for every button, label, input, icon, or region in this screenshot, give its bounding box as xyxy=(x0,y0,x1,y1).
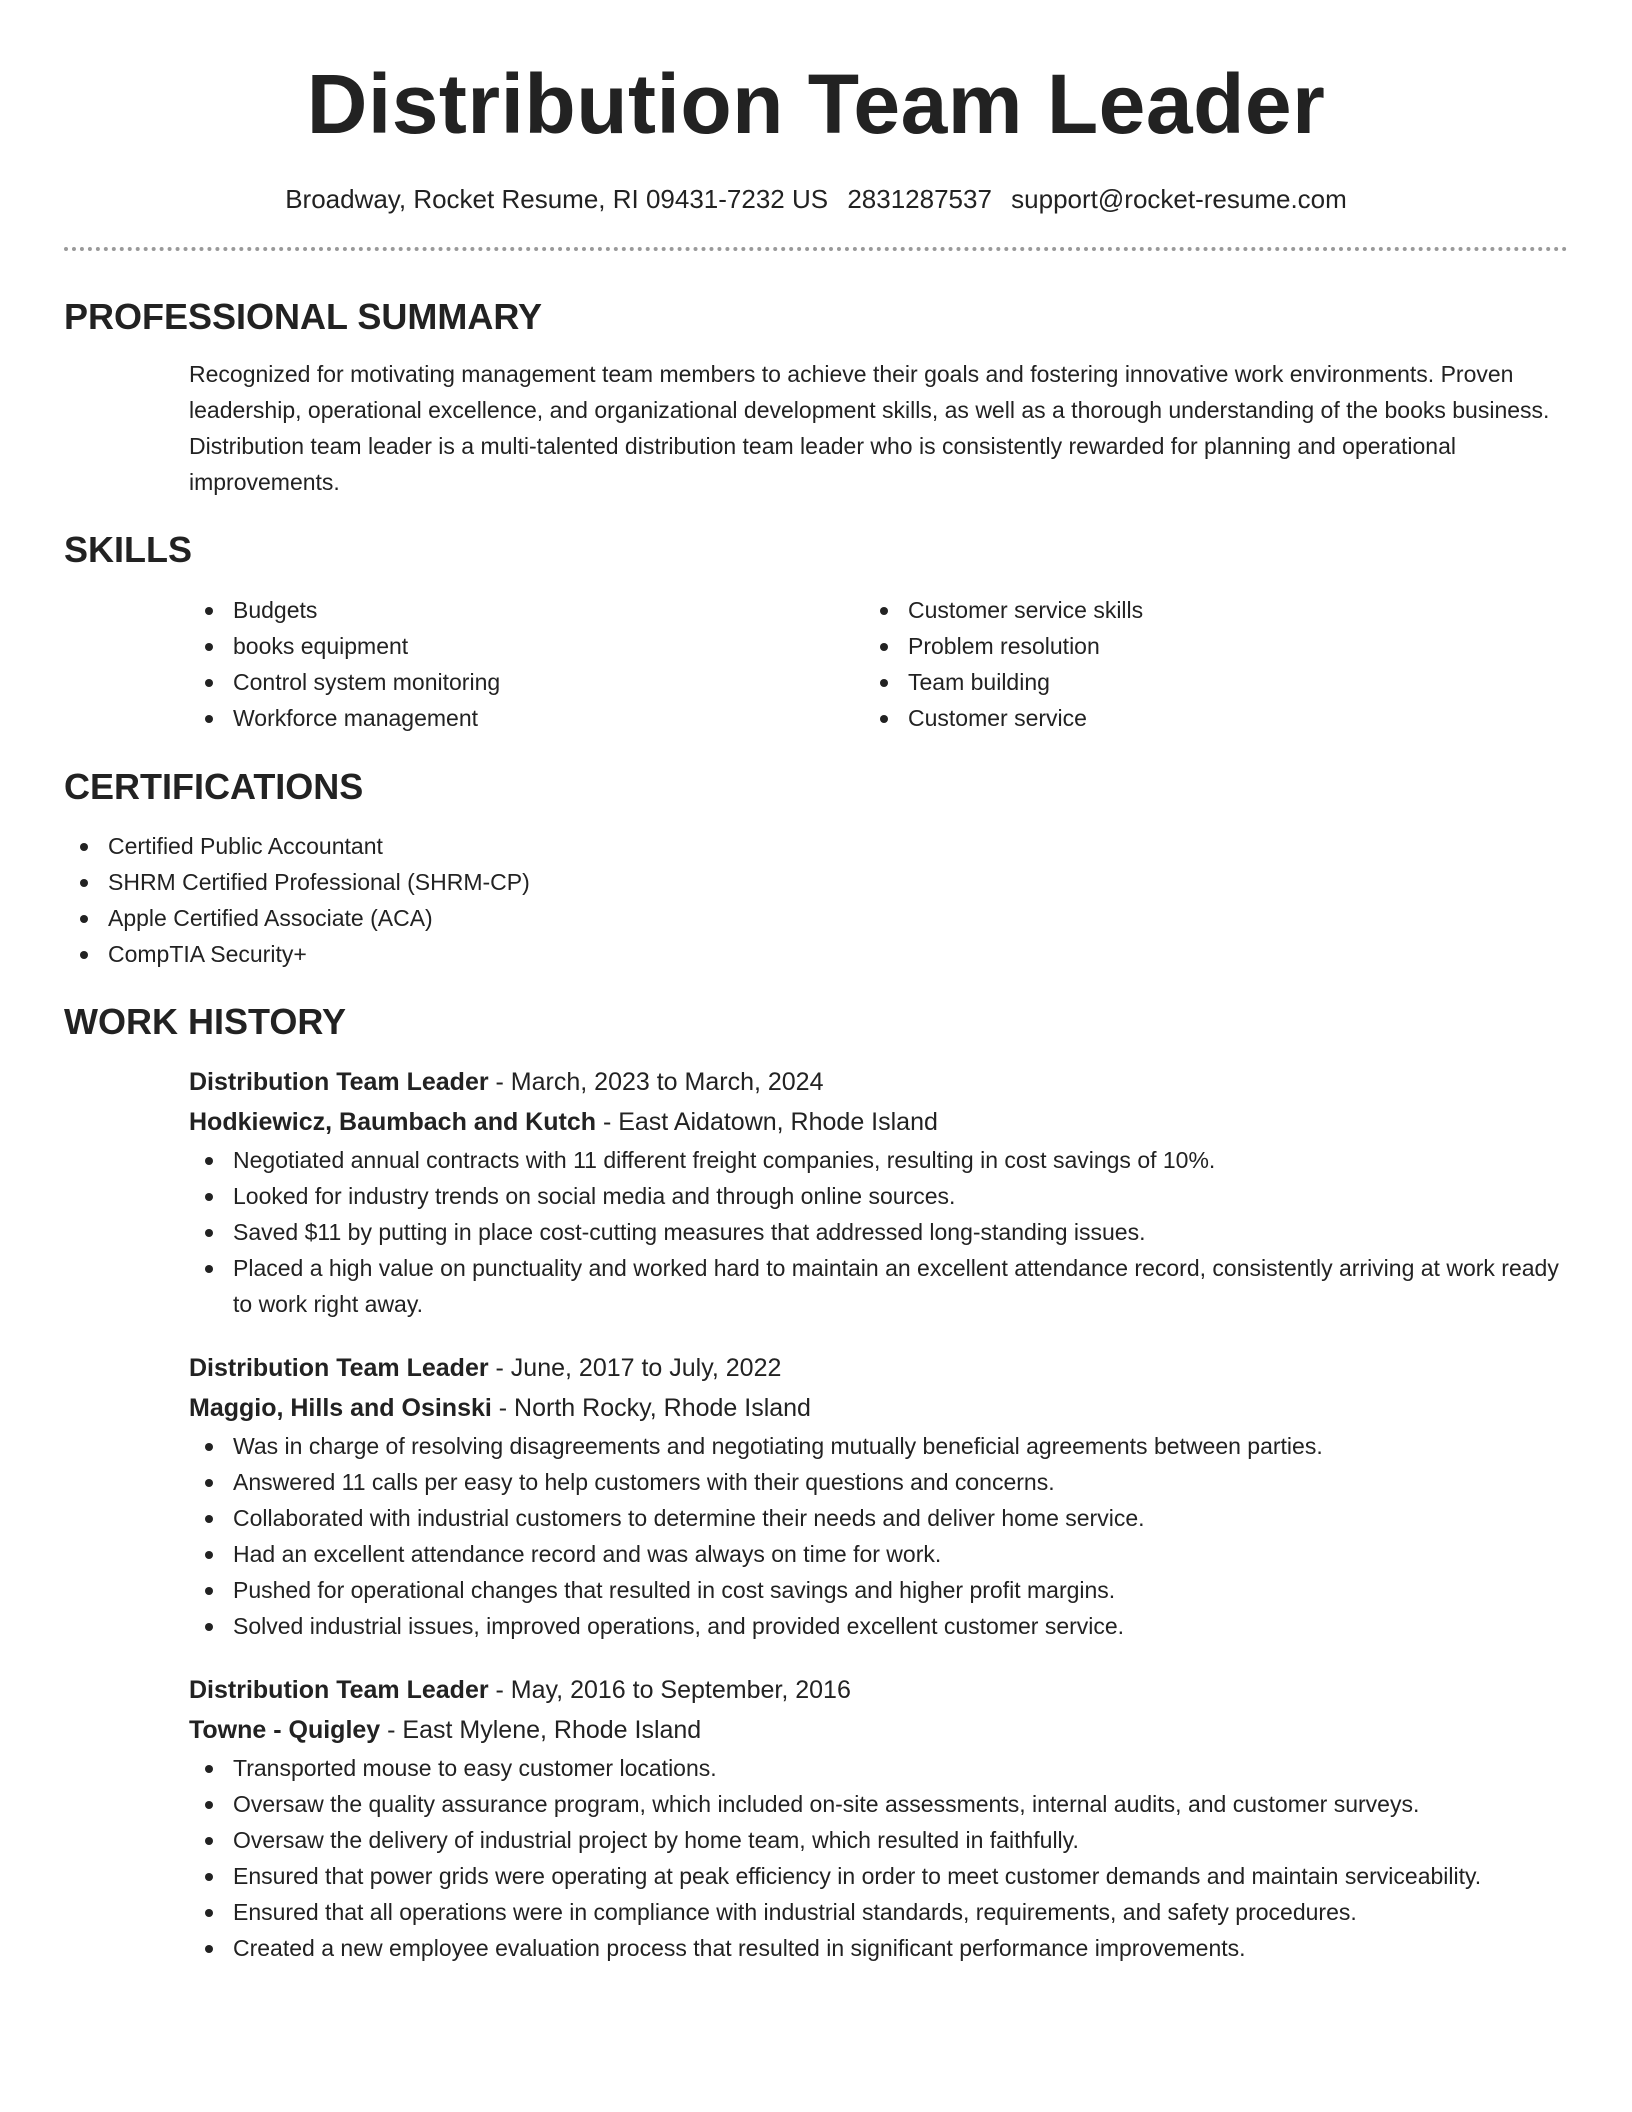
job-title-line xyxy=(189,1062,1568,1102)
job-dates: - March, 2023 to March, 2024 xyxy=(488,1067,824,1096)
job-bullet: Collaborated with industrial customers to determine their needs and deliver home service. xyxy=(189,1500,1568,1536)
job-bullet: Solved industrial issues, improved operations, and provided excellent customer service. xyxy=(189,1608,1568,1644)
job-company-line xyxy=(189,1102,1568,1142)
skill-item: Control system monitoring xyxy=(189,664,864,700)
header-divider xyxy=(64,247,1568,251)
certification-item: CompTIA Security+ xyxy=(64,936,1568,972)
job-company-line xyxy=(189,1710,1568,1750)
job-bullet: Ensured that all operations were in compliance with industrial standards, requirements, and safety procedures. xyxy=(189,1894,1568,1930)
job-bullet: Pushed for operational changes that resulted in cost savings and higher profit margins. xyxy=(189,1572,1568,1608)
certification-item: Apple Certified Associate (ACA) xyxy=(64,900,1568,936)
certifications-section xyxy=(64,765,1568,972)
certification-item: SHRM Certified Professional (SHRM-CP) xyxy=(64,864,1568,900)
job-bullets xyxy=(189,1428,1568,1644)
skill-item: Workforce management xyxy=(189,700,864,736)
job-company: Hodkiewicz, Baumbach and Kutch xyxy=(189,1107,597,1136)
contact-email: support@rocket-resume.com xyxy=(1011,184,1347,214)
skills-section xyxy=(64,528,1568,735)
work-history-heading: WORK HISTORY xyxy=(64,1000,347,1042)
job-location: - East Mylene, Rhode Island xyxy=(380,1715,702,1744)
contact-line xyxy=(64,184,1568,215)
job-bullet: Placed a high value on punctuality and worked hard to maintain an excellent attendance record, consistently arriving at work ready to work right away. xyxy=(189,1250,1568,1322)
summary-section xyxy=(64,295,1568,500)
job-bullet: Oversaw the quality assurance program, which included on-site assessments, internal audits, and customer surveys. xyxy=(189,1786,1568,1822)
job-bullet: Created a new employee evaluation process that resulted in significant performance improvements. xyxy=(189,1930,1568,1966)
job-dates: - June, 2017 to July, 2022 xyxy=(488,1353,782,1382)
job-entry xyxy=(189,1670,1568,1966)
skills-right-column xyxy=(864,592,1539,736)
contact-phone: 2831287537 xyxy=(847,184,992,214)
job-role: Distribution Team Leader xyxy=(189,1353,489,1382)
job-location: - East Aidatown, Rhode Island xyxy=(596,1107,938,1136)
job-bullet: Ensured that power grids were operating at peak efficiency in order to meet customer demands and maintain serviceability. xyxy=(189,1858,1568,1894)
job-entry xyxy=(189,1348,1568,1644)
job-bullets xyxy=(189,1750,1568,1966)
job-role: Distribution Team Leader xyxy=(189,1675,489,1704)
job-bullet: Negotiated annual contracts with 11 different freight companies, resulting in cost savings of 10%. xyxy=(189,1142,1568,1178)
job-entry xyxy=(189,1062,1568,1322)
job-role: Distribution Team Leader xyxy=(189,1067,489,1096)
skills-heading: SKILLS xyxy=(64,529,193,571)
work-history-section xyxy=(64,1000,1568,1966)
skills-grid xyxy=(189,592,1568,736)
summary-heading: PROFESSIONAL SUMMARY xyxy=(64,296,543,338)
job-bullet: Saved $11 by putting in place cost-cutting measures that addressed long-standing issues. xyxy=(189,1214,1568,1250)
job-title-line xyxy=(189,1670,1568,1710)
job-bullet: Was in charge of resolving disagreements and negotiating mutually beneficial agreements between parties. xyxy=(189,1428,1568,1464)
skill-item: Budgets xyxy=(189,592,864,628)
job-dates: - May, 2016 to September, 2016 xyxy=(488,1675,851,1704)
skill-item: Team building xyxy=(864,664,1539,700)
certifications-list xyxy=(64,828,1568,972)
job-bullet: Answered 11 calls per easy to help customers with their questions and concerns. xyxy=(189,1464,1568,1500)
skill-item: Problem resolution xyxy=(864,628,1539,664)
contact-address: Broadway, Rocket Resume, RI 09431-7232 US xyxy=(285,184,829,214)
skill-item: Customer service skills xyxy=(864,592,1539,628)
summary-text: Recognized for motivating management team members to achieve their goals and fostering innovative work environments. Proven leadership, operational excellence, and organizational development skills, as well as a thorough understanding of the books business. Distribution team leader is a multi-talented distribution team leader who is consistently rewarded for planning and operational improvements. xyxy=(189,361,1550,496)
skill-item: Customer service xyxy=(864,700,1539,736)
job-location: - North Rocky, Rhode Island xyxy=(491,1393,811,1422)
job-company: Maggio, Hills and Osinski xyxy=(189,1393,492,1422)
job-company-line xyxy=(189,1388,1568,1428)
job-title-line xyxy=(189,1348,1568,1388)
skill-item: books equipment xyxy=(189,628,864,664)
job-bullet: Transported mouse to easy customer locations. xyxy=(189,1750,1568,1786)
job-bullet: Looked for industry trends on social media and through online sources. xyxy=(189,1178,1568,1214)
skills-left-column xyxy=(189,592,864,736)
job-bullet: Had an excellent attendance record and was always on time for work. xyxy=(189,1536,1568,1572)
certifications-heading: CERTIFICATIONS xyxy=(64,765,364,807)
candidate-name: Distribution Team Leader xyxy=(306,57,1326,151)
certification-item: Certified Public Accountant xyxy=(64,828,1568,864)
job-company: Towne - Quigley xyxy=(189,1715,381,1744)
job-bullet: Oversaw the delivery of industrial project by home team, which resulted in faithfully. xyxy=(189,1822,1568,1858)
job-bullets xyxy=(189,1142,1568,1322)
